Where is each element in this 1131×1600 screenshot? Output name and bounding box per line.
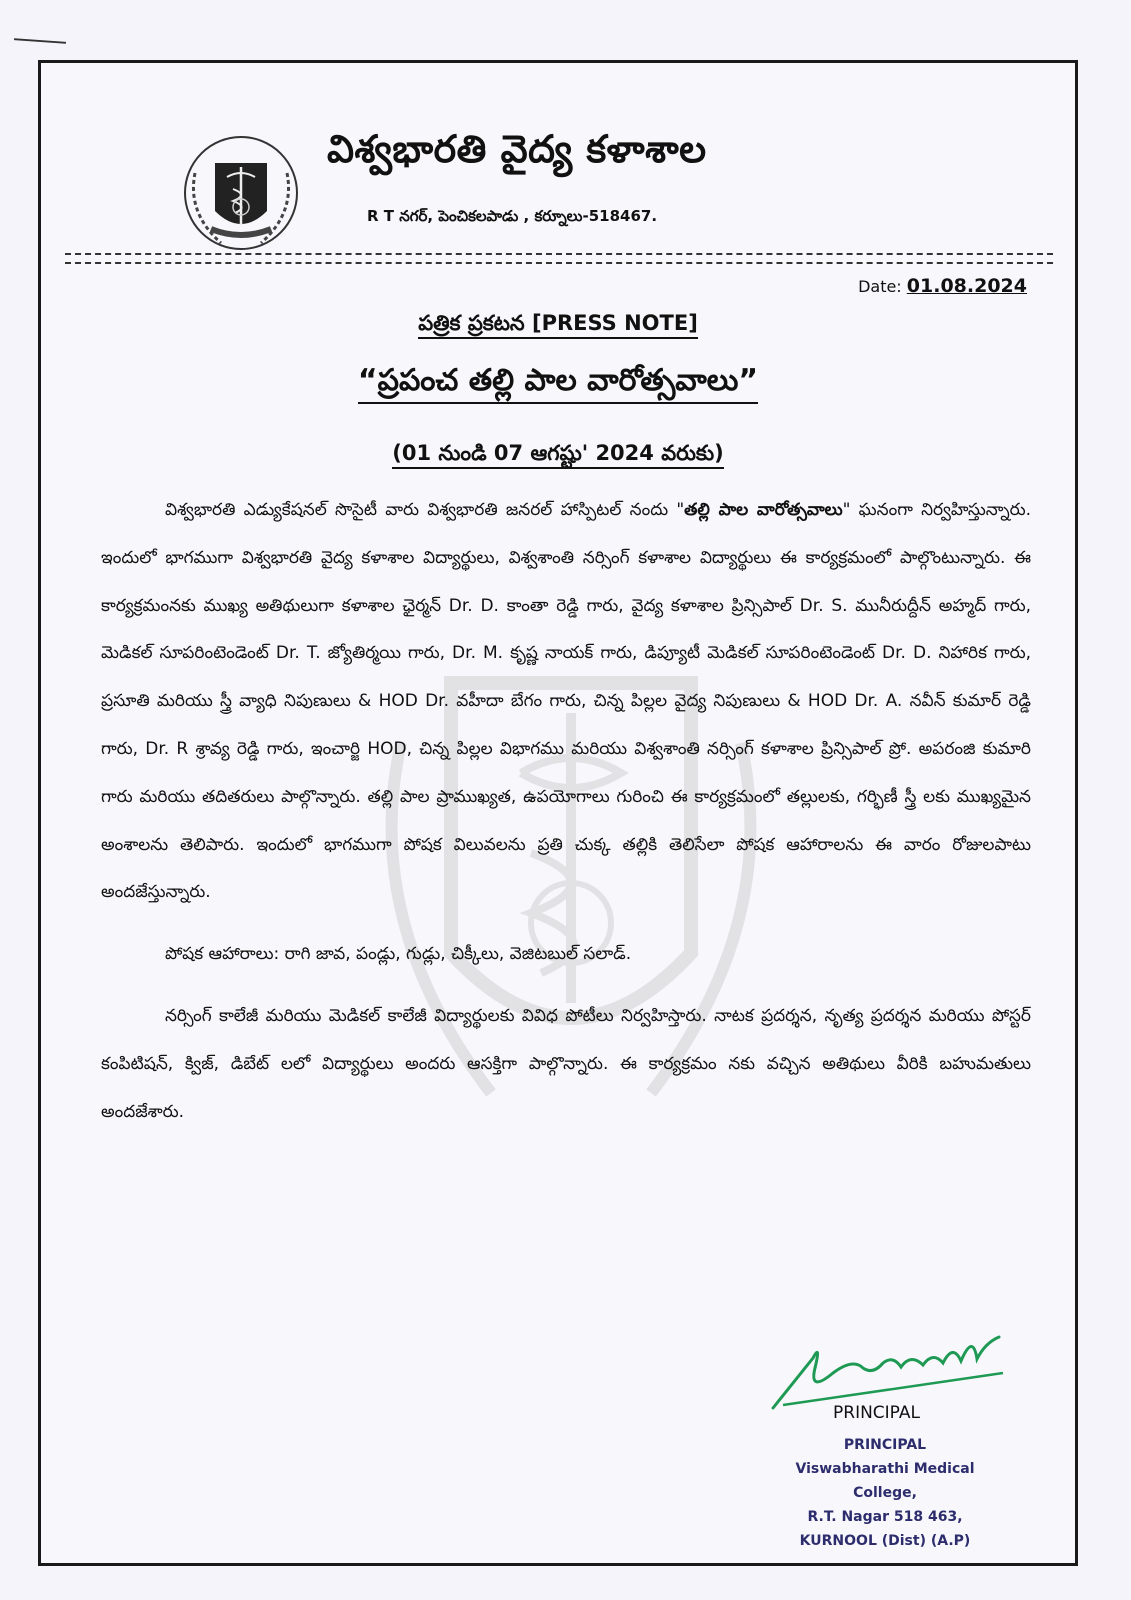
- date-line: [858, 275, 1027, 297]
- corner-pen-mark: [14, 38, 66, 44]
- principal-stamp: [765, 1433, 1005, 1553]
- press-note-text: పత్రిక ప్రకటన [PRESS NOTE]: [418, 311, 698, 339]
- paragraph-3: నర్సింగ్ కాలేజీ మరియు మెడికల్ కాలేజీ విద్యార్థులకు వివిధ పోటీలు నిర్వహిస్తారు. నాటక ప్రదర్శన, నృత్య ప్రదర్శన మరియు పోస్టర్ కంపిటిషన్, క్విజ్, డిబేట్ లలో విద్యార్థులు అందరు ఆసక్తిగా పాల్గొన్నారు. ఈ కార్యక్రమం నకు వచ్చిన అతిథులు వీరికి బహుమతులు అందజేశారు.: [101, 1005, 1031, 1122]
- principal-title: PRINCIPAL: [833, 1403, 920, 1423]
- paragraph-1: [101, 487, 1031, 917]
- stamp-line: Viswabharathi Medical College,: [795, 1461, 975, 1501]
- press-note-label: [41, 311, 1075, 341]
- letterhead: [41, 63, 1075, 263]
- document-title-text: “ప్రపంచ తల్లి పాల వారోత్సవాలు”: [358, 363, 758, 404]
- stamp-line: KURNOOL (Dist) (A.P): [799, 1533, 971, 1549]
- header-divider: [65, 253, 1053, 264]
- date-label: Date:: [858, 277, 902, 296]
- paragraph-1-rest: " ఘనంగా నిర్వహిస్తున్నారు. ఇందులో భాగముగా విశ్వభారతి వైద్య కళాశాల విద్యార్థులు, విశ్వశాంతి నర్సింగ్ కళాశాల విద్యార్థులు ఈ కార్యక్రమంలో పాల్గొంటున్నారు. ఈ కార్యక్రమంనకు ముఖ్య అతిథులుగా కళాశాల ఛైర్మన్ Dr. D. కాంతా రెడ్డి గారు, వైద్య కళాశాల ప్రిన్సిపాల్ Dr. S. మునీరుద్దీన్ అహ్మద్ గారు, మెడికల్ సూపరింటెండెంట్ Dr. T. జ్యోతిర్మయి గారు, Dr. M. కృష్ణ నాయక్ గారు, డిప్యూటీ మెడికల్ సూపరింటెండెంట్ Dr. D. నిహారిక గారు, ప్రసూతి మరియు స్త్రీ వ్యాధి నిపుణులు & HOD Dr. వహీదా బేగం గారు, చిన్న పిల్లల వైద్య నిపుణులు & HOD Dr. A. నవీన్ కుమార్ రెడ్డి గారు, Dr. R శ్రావ్య రెడ్డి గారు, ఇంచార్జి HOD, చిన్న పిల్లల విభాగము మరియు విశ్వశాంతి నర్సింగ్ కళాశాల ప్రిన్సిపాల్ ప్రో. అపరంజి కుమారి గారు మరియు తదితరులు పాల్గొన్నారు. తల్లి పాల ప్రాముఖ్యత, ఉపయోగాలు గురించి ఈ కార్యక్రమంలో తల్లులకు, గర్భిణీ స్త్రీ లకు ముఖ్యమైన అంశాలను తెలిపారు. ఇందులో భాగముగా పోషక విలువలను ప్రతి చుక్క తల్లికి తెలిసేలా పోషక ఆహారాలను ఈ వారం రోజులపాటు అందజేస్తున్నారు.: [101, 500, 1031, 903]
- college-name: విశ్వభారతి వైద్య కళాశాల: [327, 127, 707, 171]
- paragraph-2: పోషక ఆహారాలు: రాగి జావ, పండ్లు, గుడ్లు, చిక్కీలు, వెజిటబుల్ సలాడ్.: [165, 944, 632, 965]
- document-frame: [38, 60, 1078, 1566]
- press-note-body: [101, 487, 1031, 1136]
- date-range-subtitle: [41, 441, 1075, 471]
- college-crest-icon: [181, 133, 301, 253]
- paragraph-1-highlight: తల్లి పాల వారోత్సవాలు: [684, 500, 843, 520]
- stamp-line: R.T. Nagar 518 463,: [807, 1509, 963, 1525]
- date-value: 01.08.2024: [906, 275, 1027, 297]
- college-address: R T నగర్, పెంచికలపాడు , కర్నూలు-518467.: [367, 207, 658, 225]
- document-title: [41, 363, 1075, 405]
- date-range-text: (01 నుండి 07 ఆగష్టు' 2024 వరుకు): [392, 441, 723, 469]
- paragraph-1-start: విశ్వభారతి ఎడ్యుకేషనల్ సొసైటీ వారు విశ్వభారతి జనరల్ హాస్పిటల్ నందు ": [165, 500, 685, 520]
- stamp-line: PRINCIPAL: [843, 1437, 927, 1453]
